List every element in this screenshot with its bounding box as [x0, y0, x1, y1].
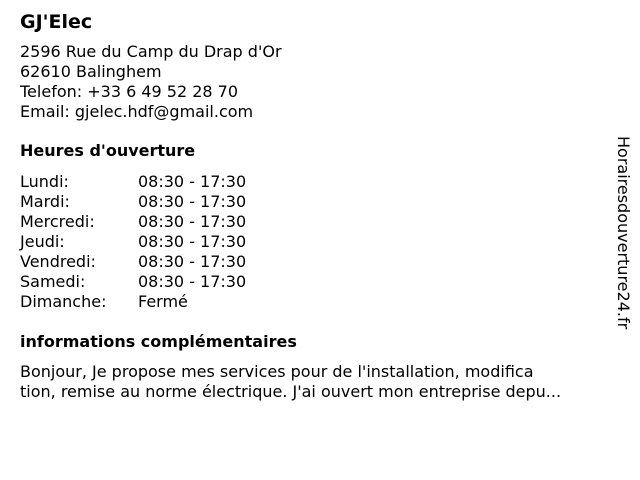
hours-row-friday	[20, 252, 610, 272]
hours-day: Lundi:	[20, 172, 69, 191]
hours-day: Mercredi:	[20, 212, 95, 231]
site-watermark: Horairesdouverture24.fr	[614, 136, 633, 330]
hours-day: Vendredi:	[20, 252, 96, 271]
description-line: Bonjour, Je propose mes services pour de l'installation, modifica	[20, 362, 534, 381]
business-card	[20, 9, 610, 402]
hours-row-wednesday	[20, 212, 610, 232]
business-name: GJ'Elec	[20, 11, 93, 33]
additional-info-text	[20, 362, 610, 402]
hours-day: Dimanche:	[20, 292, 107, 311]
hours-time: 08:30 - 17:30	[138, 272, 247, 291]
hours-time: 08:30 - 17:30	[138, 212, 247, 231]
phone-number: Telefon: +33 6 49 52 28 70	[20, 82, 239, 101]
address-city: 62610 Balinghem	[20, 62, 162, 81]
address-street: 2596 Rue du Camp du Drap d'Or	[20, 42, 282, 61]
email-address: Email: gjelec.hdf@gmail.com	[20, 102, 254, 121]
hours-day: Samedi:	[20, 272, 86, 291]
hours-row-saturday	[20, 272, 610, 292]
description-line: tion, remise au norme électrique. J'ai ouvert mon entreprise depu...	[20, 382, 562, 401]
hours-row-tuesday	[20, 192, 610, 212]
hours-time: Fermé	[138, 292, 188, 311]
hours-time: 08:30 - 17:30	[138, 232, 247, 251]
additional-info-title: informations complémentaires	[20, 332, 297, 351]
hours-time: 08:30 - 17:30	[138, 192, 247, 211]
hours-row-sunday	[20, 292, 610, 312]
hours-row-thursday	[20, 232, 610, 252]
opening-hours-title: Heures d'ouverture	[20, 141, 196, 160]
hours-day: Mardi:	[20, 192, 70, 211]
hours-time: 08:30 - 17:30	[138, 172, 247, 191]
opening-hours-table	[20, 172, 610, 312]
hours-time: 08:30 - 17:30	[138, 252, 247, 271]
hours-row-monday	[20, 172, 610, 192]
hours-day: Jeudi:	[20, 232, 65, 251]
